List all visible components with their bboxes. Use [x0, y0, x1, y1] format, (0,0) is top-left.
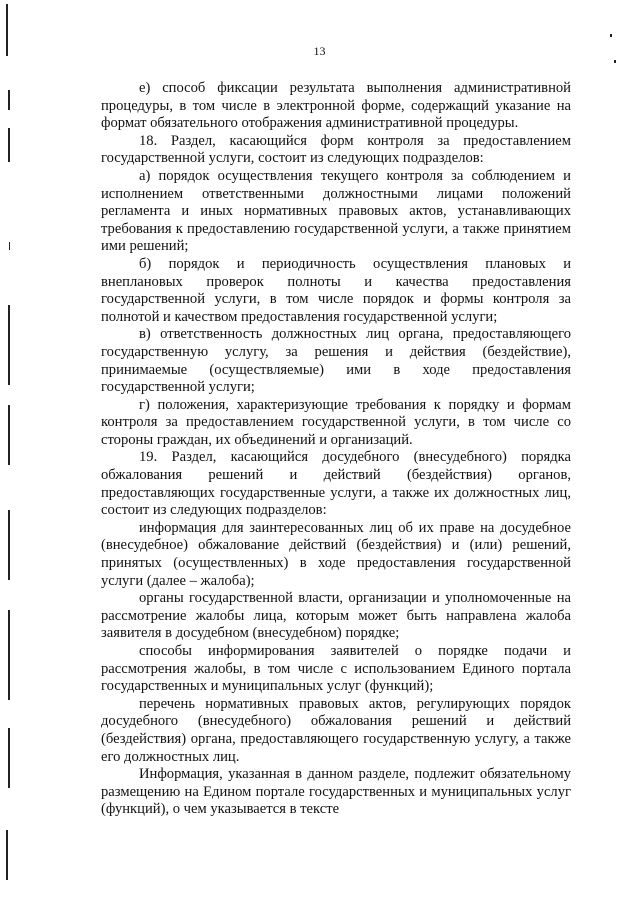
paragraph-item-b: б) порядок и периодичность осуществления плановых и внеплановых проверок полноты и качества предоставления государственной услуги, в том числе порядок и формы контроля за полнотой и качеством предоставления государственной услуги;	[101, 255, 571, 325]
scan-margin-mark	[8, 510, 10, 580]
paragraph-portal-publication: Информация, указанная в данном разделе, подлежит обязательному размещению на Едином портале государственных и муниципальных услуг (функций), о чем указывается в тексте	[101, 766, 571, 818]
paragraph-informing-methods: способы информирования заявителей о порядке подачи и рассмотрения жалобы, в том числе с использованием Единого портала государственных и муниципальных услуг (функций);	[101, 643, 571, 695]
scan-margin-mark	[6, 4, 8, 56]
document-body	[101, 80, 571, 819]
paragraph-item-v: в) ответственность должностных лиц органа, предоставляющего государственную услугу, за решения и действия (бездействие), принимаемые (осуществляемые) ими в ходе предоставления государственной услуги;	[101, 326, 571, 396]
paragraph-section-19: 19. Раздел, касающийся досудебного (внесудебного) порядка обжалования решений и действий (бездействия) органов, предоставляющих государственные услуги, а также их должностных лиц, состоит из следующих подразделов:	[101, 449, 571, 519]
paragraph-complaint-bodies: органы государственной власти, организации и уполномоченные на рассмотрение жалобы лица, которым может быть направлена жалоба заявителя в досудебном (внесудебном) порядке;	[101, 590, 571, 642]
paragraph-item-e: е) способ фиксации результата выполнения административной процедуры, в том числе в электронной форме, содержащий указание на формат обязательного отображения административной процедуры.	[101, 80, 571, 132]
scan-margin-mark	[8, 128, 10, 162]
page-number: 13	[313, 44, 326, 58]
scan-edge-dot	[610, 34, 612, 37]
scan-margin-mark	[9, 242, 10, 250]
paragraph-item-g: г) положения, характеризующие требования к порядку и формам контроля за предоставлением государственной услуги, в том числе со стороны граждан, их объединений и организаций.	[101, 396, 571, 448]
scan-edge-dot	[614, 60, 616, 63]
scan-margin-mark	[8, 610, 10, 700]
paragraph-complaint-info: информация для заинтересованных лиц об их праве на досудебное (внесудебное) обжалование действий (бездействия) и (или) решений, принятых (осуществленных) в ходе предоставления государственной услуги (далее – жалоба);	[101, 519, 571, 589]
paragraph-section-18: 18. Раздел, касающийся форм контроля за предоставлением государственной услуги, состоит из следующих подразделов:	[101, 132, 571, 167]
scan-margin-mark	[8, 728, 10, 788]
scan-margin-mark	[8, 90, 10, 110]
scan-margin-mark	[8, 405, 10, 465]
scan-margin-mark	[8, 305, 10, 385]
paragraph-item-a: а) порядок осуществления текущего контроля за соблюдением и исполнением ответственными должностными лицами положений регламента и иных нормативных правовых актов, устанавливающих требования к предоставлению государственной услуги, а также принятием ими решений;	[101, 167, 571, 255]
paragraph-legal-acts-list: перечень нормативных правовых актов, регулирующих порядок досудебного (внесудебного) обжалования решений и действий (бездействия) органа, предоставляющего государственную услугу, а также его должностных лиц.	[101, 695, 571, 765]
scan-margin-mark	[6, 830, 8, 880]
